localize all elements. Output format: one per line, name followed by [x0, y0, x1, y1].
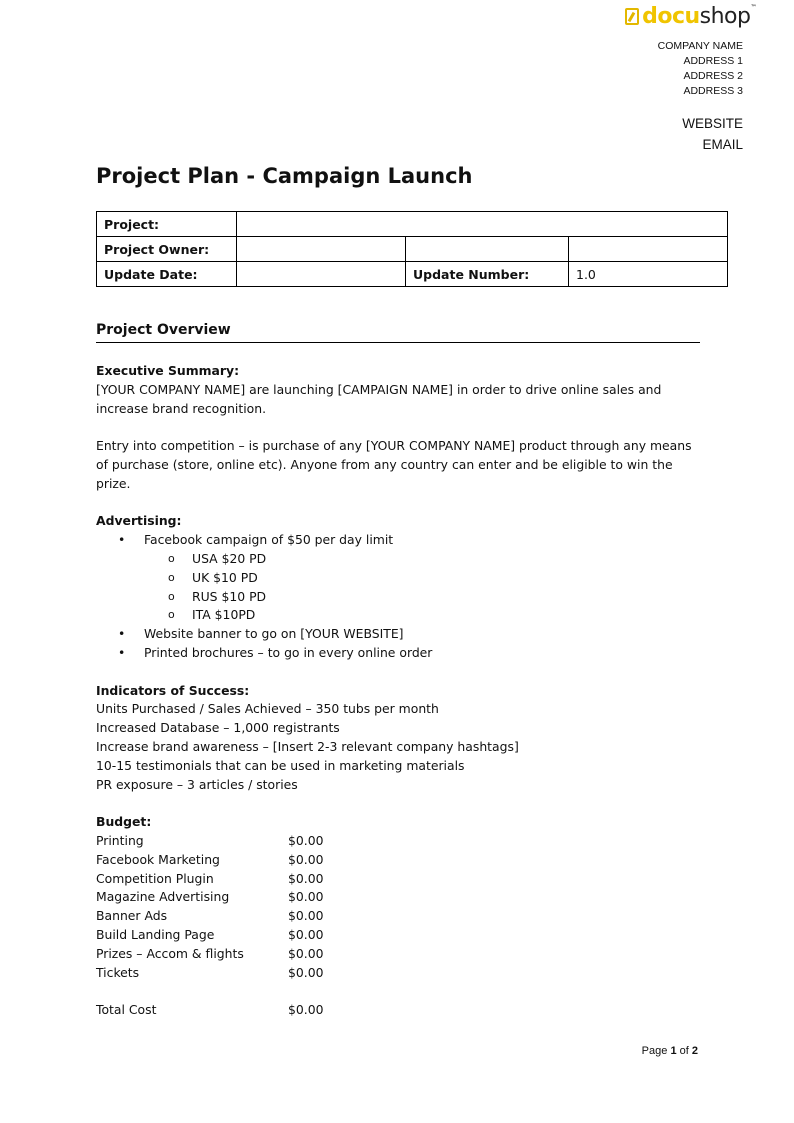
budget-item: Competition Plugin: [96, 870, 214, 886]
update-number-label: Update Number:: [406, 262, 569, 287]
list-item: • Facebook campaign of $50 per day limit: [96, 531, 706, 550]
budget-cost: $0.00: [288, 889, 324, 905]
section-heading-project-overview: Project Overview: [96, 322, 700, 343]
company-name: COMPANY NAME: [657, 40, 743, 52]
budget-row: [96, 907, 706, 926]
owner-extra-cell-2[interactable]: [569, 237, 728, 262]
budget-cost: $0.00: [288, 832, 324, 848]
address-3: ADDRESS 3: [683, 85, 743, 97]
list-item: • Website banner to go on [YOUR WEBSITE]: [96, 625, 706, 644]
company-email: EMAIL: [702, 137, 743, 152]
pencil-logo-icon: [625, 8, 639, 25]
budget-item: Build Landing Page: [96, 926, 215, 942]
list-item: o USA $20 PD: [96, 550, 706, 569]
budget-cost: $0.00: [288, 908, 324, 924]
update-date-value-cell[interactable]: [237, 262, 406, 287]
entry-text-line: of purchase (store, online etc). Anyone from any country can enter and be eligible to win the prize.: [96, 456, 673, 491]
budget-cost: $0.00: [288, 945, 324, 961]
project-owner-label: Project Owner:: [97, 237, 237, 262]
budget-item: Printing: [96, 832, 144, 848]
list-item: • Printed brochures – to go in every online order: [96, 644, 706, 663]
list-item: Units Purchased / Sales Achieved – 350 tubs per month: [96, 701, 439, 717]
project-owner-value-cell[interactable]: [237, 237, 406, 262]
page-number: Page 1 of 2: [641, 1045, 698, 1057]
budget-row: [96, 926, 706, 945]
list-item: 10-15 testimonials that can be used in marketing materials: [96, 757, 465, 773]
list-item: o ITA $10PD: [96, 606, 706, 625]
budget-heading: Budget:: [96, 814, 152, 830]
executive-summary-heading: Executive Summary:: [96, 363, 240, 378]
budget-item: Magazine Advertising: [96, 889, 230, 905]
budget-row: [96, 832, 706, 851]
budget-item: Banner Ads: [96, 908, 168, 924]
list-item: o RUS $10 PD: [96, 588, 706, 607]
budget-row: [96, 964, 706, 983]
budget-row: [96, 870, 706, 889]
update-date-label: Update Date:: [97, 262, 237, 287]
docushop-logo: [625, 4, 756, 29]
logo-wordmark: docushop™: [642, 4, 756, 29]
project-value-cell[interactable]: [237, 212, 728, 237]
list-item: Increased Database – 1,000 registrants: [96, 720, 340, 736]
budget-row: [96, 888, 706, 907]
list-item: o UK $10 PD: [96, 569, 706, 588]
budget-row: [96, 945, 706, 964]
entry-text-line: Entry into competition – is purchase of any [YOUR COMPANY NAME] product through any means: [96, 438, 692, 454]
budget-item: Facebook Marketing: [96, 851, 220, 867]
company-website: WEBSITE: [682, 116, 743, 131]
budget-row: [96, 851, 706, 870]
list-item: PR exposure – 3 articles / stories: [96, 776, 298, 792]
budget-item: Prizes – Accom & flights: [96, 945, 244, 961]
total-cost-label: Total Cost: [96, 1002, 157, 1018]
budget-cost: $0.00: [288, 926, 324, 942]
address-2: ADDRESS 2: [683, 70, 743, 82]
company-address-block: [658, 39, 743, 99]
indicators-heading: Indicators of Success:: [96, 682, 250, 698]
table-row: [97, 237, 728, 262]
budget-item: Tickets: [96, 964, 140, 980]
table-row: [97, 212, 728, 237]
list-item: Increase brand awareness – [Insert 2-3 relevant company hashtags]: [96, 738, 519, 754]
budget-total-row: [96, 1001, 706, 1020]
overview-body: [96, 362, 706, 1020]
project-info-table: [96, 211, 728, 287]
document-title: Project Plan - Campaign Launch: [96, 164, 473, 188]
budget-cost: $0.00: [288, 964, 324, 980]
budget-cost: $0.00: [288, 851, 324, 867]
advertising-heading: Advertising:: [96, 513, 182, 529]
owner-extra-cell-1[interactable]: [406, 237, 569, 262]
update-number-value[interactable]: 1.0: [569, 262, 728, 287]
executive-summary-line: increase brand recognition.: [96, 400, 267, 416]
total-cost-value: $0.00: [288, 1002, 324, 1018]
table-row: [97, 262, 728, 287]
address-1: ADDRESS 1: [683, 55, 743, 67]
executive-summary-line: [YOUR COMPANY NAME] are launching [CAMPAIGN NAME] in order to drive online sales and: [96, 381, 662, 397]
budget-cost: $0.00: [288, 870, 324, 886]
company-contact-block: [682, 113, 743, 155]
project-label: Project:: [97, 212, 237, 237]
